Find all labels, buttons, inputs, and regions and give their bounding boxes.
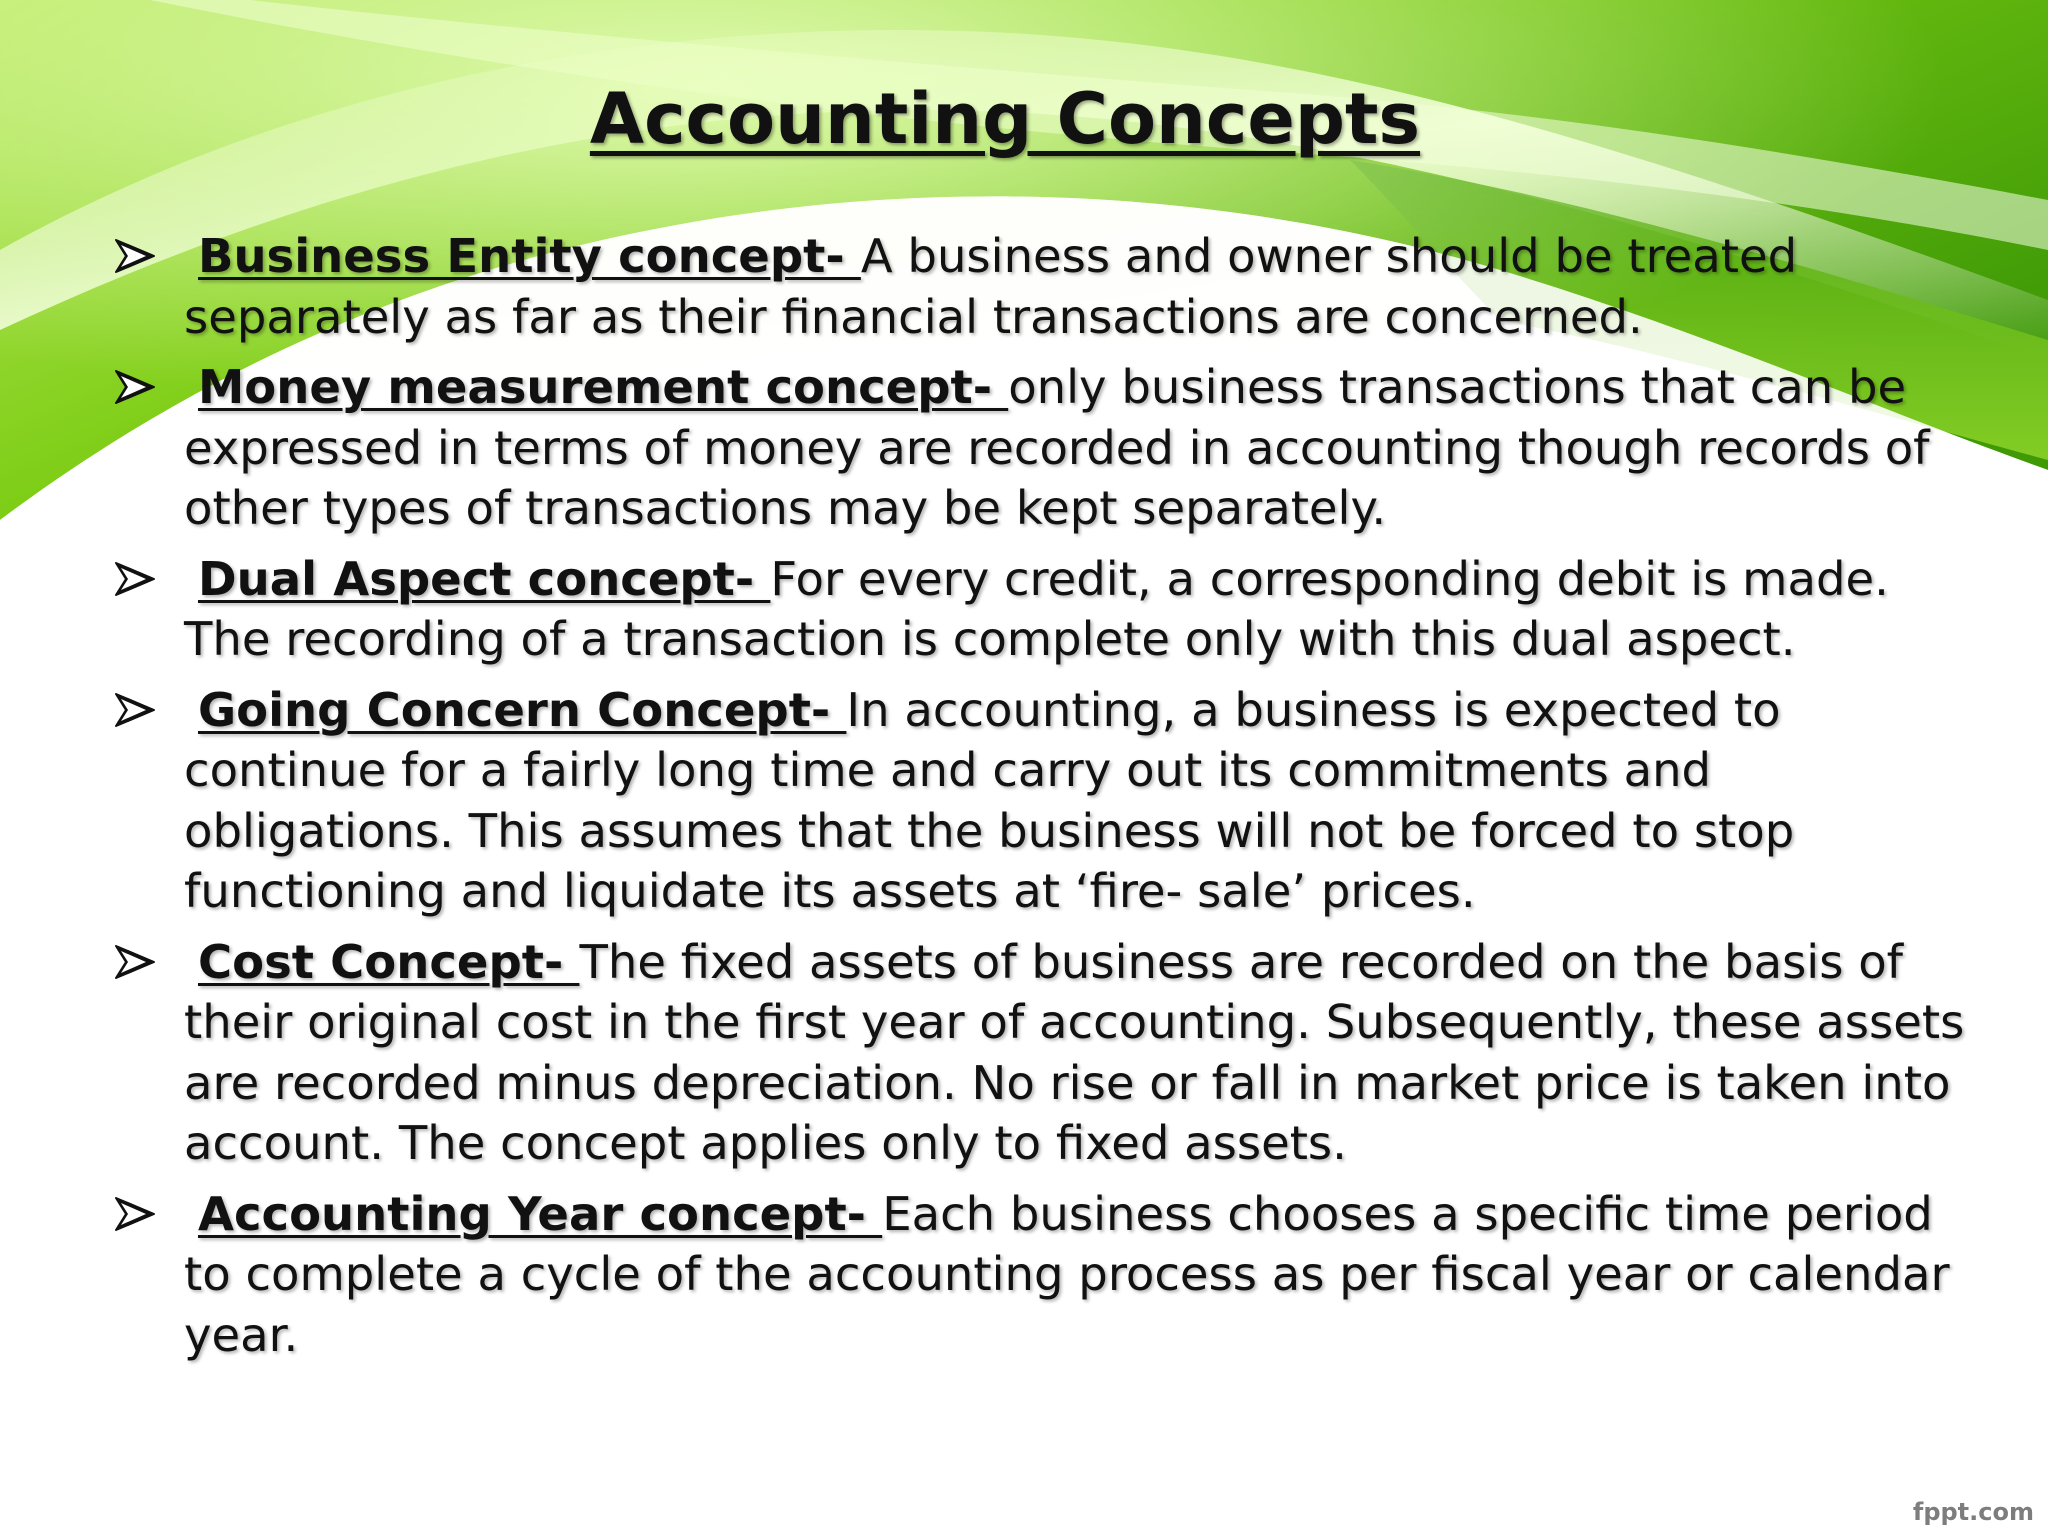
concept-term: Accounting Year concept-	[198, 1186, 883, 1241]
concept-description: In accounting, a business is expected to continue for a fairly long time and carry out its commitments and obligations. This assumes that the business will not be forced to stop functioning and liquidate its assets at ‘fire- sale’ prices.	[184, 682, 1795, 918]
list-item	[110, 549, 1990, 670]
arrowhead-bullet-icon	[110, 549, 162, 609]
list-item	[110, 226, 1990, 347]
arrowhead-bullet-icon	[110, 357, 162, 417]
concept-term: Cost Concept-	[198, 934, 580, 989]
arrowhead-bullet-icon	[110, 680, 162, 740]
list-item	[110, 357, 1990, 539]
arrowhead-bullet-icon	[110, 932, 162, 992]
list-item	[110, 932, 1990, 1174]
concept-list	[110, 226, 1990, 1375]
watermark: fppt.com	[1912, 1498, 2034, 1526]
concept-term: Money measurement concept-	[198, 360, 1009, 414]
concept-description: For every credit, a corresponding debit is made. The recording of a transaction is complete only with this dual aspect.	[184, 551, 1889, 666]
concept-term: Business Entity concept-	[198, 229, 861, 283]
concept-term: Dual Aspect concept-	[198, 551, 771, 606]
concept-description: Each business chooses a specific time period to complete a cycle of the accounting process as per fiscal year or calendar year.	[184, 1186, 1950, 1362]
list-item	[110, 680, 1990, 922]
list-item	[110, 1184, 1990, 1366]
concept-description: only business transactions that can be expressed in terms of money are recorded in accounting though records of other types of transactions may be kept separately.	[184, 360, 1930, 535]
arrowhead-bullet-icon	[110, 1184, 162, 1244]
concept-description: A business and owner should be treated separately as far as their financial transactions are concerned.	[184, 229, 1798, 344]
concept-term: Going Concern Concept-	[198, 682, 847, 737]
concept-description: The fixed assets of business are recorded on the basis of their original cost in the first year of accounting. Subsequently, these assets are recorded minus depreciation. No rise or fall in market price is taken into account. The concept applies only to fixed assets.	[184, 934, 1965, 1170]
arrowhead-bullet-icon	[110, 226, 162, 286]
slide-title: Accounting Concepts	[589, 78, 1421, 160]
